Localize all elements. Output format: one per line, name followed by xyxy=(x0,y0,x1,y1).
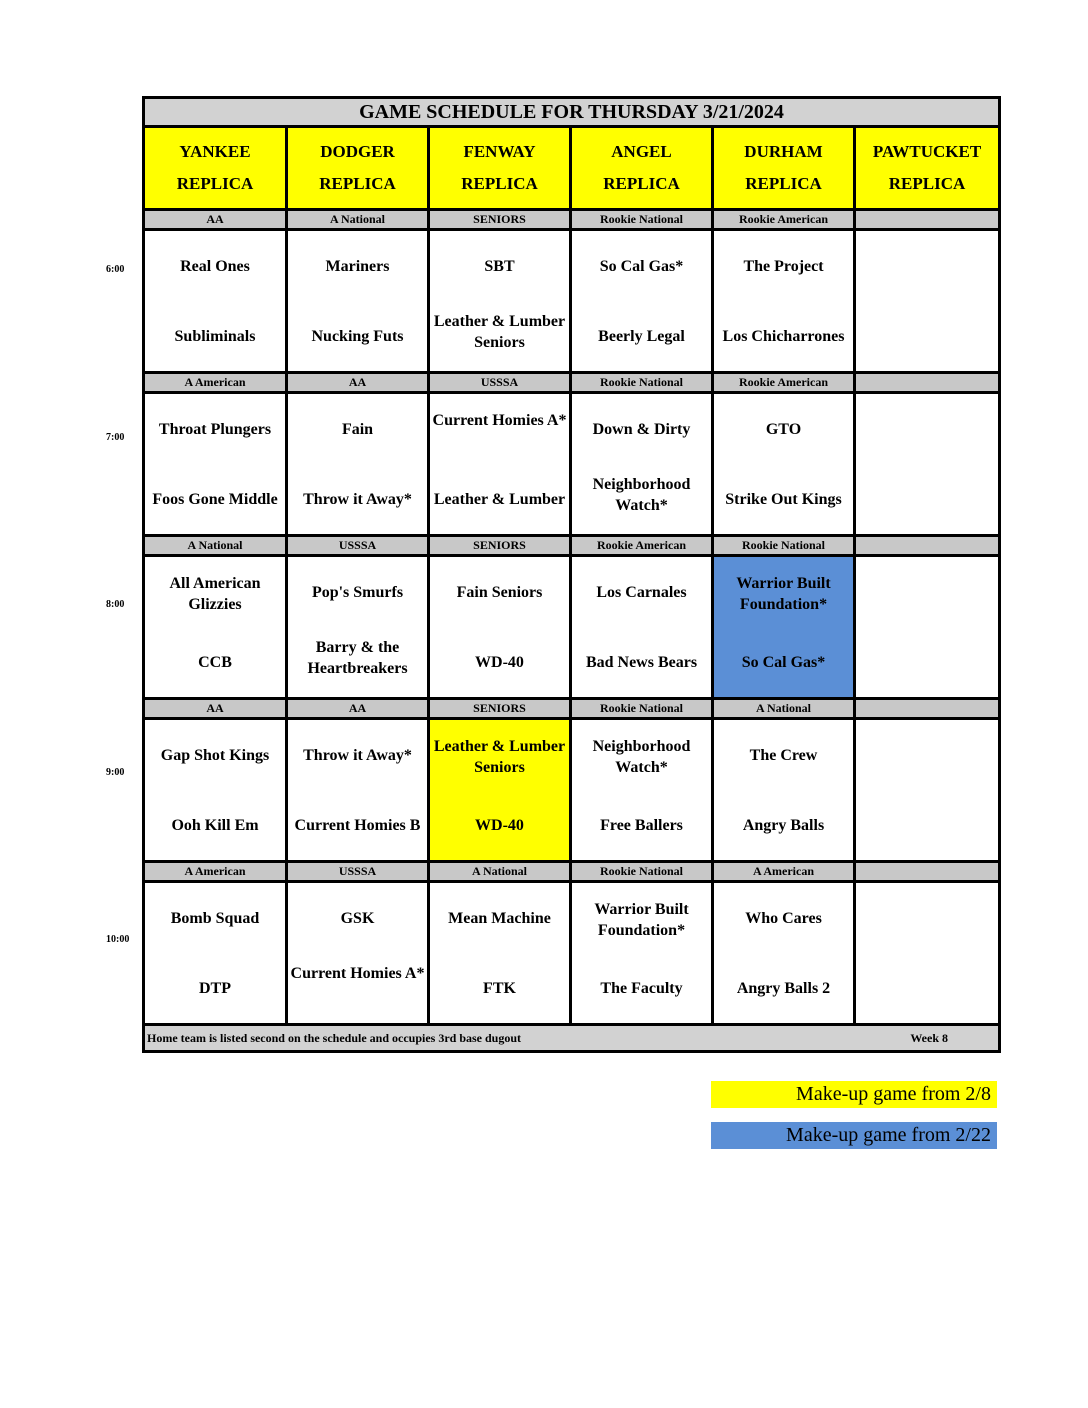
home-team: Beerly Legal xyxy=(598,327,685,345)
field-subname: REPLICA xyxy=(603,174,680,193)
home-team: WD-40 xyxy=(475,653,524,671)
away-team: Throw it Away* xyxy=(303,746,412,764)
home-team: Angry Balls 2 xyxy=(736,979,831,997)
time-label: 9:00 xyxy=(106,767,125,778)
away-team: Down & Dirty xyxy=(592,420,691,438)
game-cell xyxy=(571,882,713,1025)
away-team: Real Ones xyxy=(180,257,250,275)
field-header xyxy=(713,127,855,210)
game-cell xyxy=(429,719,571,862)
time-label: 8:00 xyxy=(106,599,125,610)
division-label: Rookie National xyxy=(571,699,713,719)
home-team xyxy=(856,953,998,1023)
schedule-table xyxy=(142,96,1001,1053)
field-name: ANGEL xyxy=(611,142,672,161)
division-label: Rookie American xyxy=(571,536,713,556)
home-team: Leather & Lumber Seniors xyxy=(433,313,566,351)
game-cell xyxy=(287,230,429,373)
home-team: Throw it Away* xyxy=(303,490,412,508)
field-header-row xyxy=(144,127,1000,210)
field-subname: REPLICA xyxy=(745,174,822,193)
division-label: USSSA xyxy=(429,373,571,393)
away-team xyxy=(856,557,998,627)
home-team: DTP xyxy=(199,979,231,997)
away-team: Warrior Built Foundation* xyxy=(736,575,831,613)
game-cell xyxy=(713,719,855,862)
division-label: Rookie National xyxy=(571,373,713,393)
home-team: Bad News Bears xyxy=(585,653,698,671)
home-team: Foos Gone Middle xyxy=(152,490,278,508)
field-header xyxy=(855,127,1000,210)
game-cell xyxy=(144,230,287,373)
division-label: A National xyxy=(429,862,571,882)
game-row xyxy=(144,556,1000,699)
game-row xyxy=(144,719,1000,862)
game-cell xyxy=(855,882,1000,1025)
away-team: Fain Seniors xyxy=(456,583,543,601)
field-header xyxy=(144,127,287,210)
game-cell xyxy=(713,556,855,699)
home-team: Subliminals xyxy=(174,327,256,345)
division-label: Rookie American xyxy=(713,373,855,393)
division-label: A American xyxy=(144,862,287,882)
division-label: AA xyxy=(287,699,429,719)
field-header xyxy=(429,127,571,210)
game-cell xyxy=(144,882,287,1025)
field-subname: REPLICA xyxy=(888,174,966,193)
game-cell xyxy=(571,556,713,699)
division-label xyxy=(855,699,1000,719)
game-row xyxy=(144,882,1000,1025)
division-label: SENIORS xyxy=(429,210,571,230)
away-team: Warrior Built Foundation* xyxy=(594,901,689,939)
game-cell xyxy=(571,393,713,536)
away-team: The Project xyxy=(743,257,824,275)
division-label: A National xyxy=(144,536,287,556)
division-row xyxy=(144,699,1000,719)
game-cell xyxy=(429,882,571,1025)
field-name: FENWAY xyxy=(463,142,536,161)
week-label: Week 8 xyxy=(910,1031,948,1045)
game-row xyxy=(144,230,1000,373)
home-team: Nucking Futs xyxy=(311,327,404,345)
home-team: Current Homies B xyxy=(294,816,421,834)
home-team: FTK xyxy=(483,979,516,997)
footer-note: Home team is listed second on the schedule and occupies 3rd base dugout xyxy=(147,1031,522,1045)
home-team: WD-40 xyxy=(475,816,524,834)
home-team: Neighborhood Watch* xyxy=(592,476,691,514)
away-team: GTO xyxy=(765,420,802,438)
away-team: Throat Plungers xyxy=(158,420,272,438)
division-label: AA xyxy=(287,373,429,393)
game-cell xyxy=(144,719,287,862)
game-cell xyxy=(287,393,429,536)
division-label: A American xyxy=(144,373,287,393)
home-team: Ooh Kill Em xyxy=(171,816,259,834)
away-team: The Crew xyxy=(749,746,818,764)
field-subname: REPLICA xyxy=(461,174,538,193)
game-cell xyxy=(144,393,287,536)
away-team xyxy=(856,394,998,464)
division-label: USSSA xyxy=(287,862,429,882)
division-label: Rookie National xyxy=(571,862,713,882)
away-team xyxy=(856,720,998,790)
footer-row xyxy=(144,1025,1000,1052)
game-cell xyxy=(855,230,1000,373)
game-cell xyxy=(144,556,287,699)
division-label: AA xyxy=(144,210,287,230)
division-label: SENIORS xyxy=(429,536,571,556)
field-subname: REPLICA xyxy=(176,174,254,193)
away-team: Leather & Lumber Seniors xyxy=(433,738,566,776)
home-team: So Cal Gas* xyxy=(741,653,826,671)
division-row xyxy=(144,862,1000,882)
division-row xyxy=(144,373,1000,393)
division-label xyxy=(855,210,1000,230)
game-cell xyxy=(855,556,1000,699)
away-team: Fain xyxy=(341,420,374,438)
home-team xyxy=(856,627,998,697)
away-team: Neighborhood Watch* xyxy=(592,738,691,776)
field-name: DURHAM xyxy=(744,142,823,161)
legend-makeup-blue: Make-up game from 2/22 xyxy=(711,1122,997,1149)
away-team: Pop's Smurfs xyxy=(311,583,404,601)
division-label: Rookie National xyxy=(713,536,855,556)
time-label: 7:00 xyxy=(106,432,125,443)
time-label: 6:00 xyxy=(106,264,125,275)
division-label: SENIORS xyxy=(429,699,571,719)
away-team: Bomb Squad xyxy=(170,909,260,927)
game-row xyxy=(144,393,1000,536)
game-cell xyxy=(287,556,429,699)
away-team: Mariners xyxy=(325,257,390,275)
home-team: Free Ballers xyxy=(600,816,683,834)
division-label: A American xyxy=(713,862,855,882)
field-name: PAWTUCKET xyxy=(872,142,982,161)
field-header xyxy=(571,127,713,210)
time-label: 10:00 xyxy=(106,934,130,945)
game-cell xyxy=(287,882,429,1025)
away-team: All American Glizzies xyxy=(169,575,261,613)
game-cell xyxy=(571,719,713,862)
game-cell xyxy=(855,393,1000,536)
away-team: So Cal Gas* xyxy=(599,257,684,275)
home-team: The Faculty xyxy=(600,979,683,997)
game-cell xyxy=(713,393,855,536)
division-label: AA xyxy=(144,699,287,719)
division-row xyxy=(144,210,1000,230)
division-row xyxy=(144,536,1000,556)
home-team: Current Homies A* xyxy=(290,965,425,982)
game-cell xyxy=(429,393,571,536)
division-label xyxy=(855,373,1000,393)
division-label: Rookie National xyxy=(571,210,713,230)
home-team: Barry & the Heartbreakers xyxy=(307,639,408,677)
home-team: Leather & Lumber xyxy=(433,490,566,508)
schedule-title: GAME SCHEDULE FOR THURSDAY 3/21/2024 xyxy=(144,98,1000,127)
away-team: Who Cares xyxy=(745,909,822,927)
game-cell xyxy=(429,230,571,373)
home-team: Angry Balls xyxy=(742,816,825,834)
field-name: YANKEE xyxy=(179,142,251,161)
away-team xyxy=(856,883,998,953)
game-cell xyxy=(429,556,571,699)
game-cell xyxy=(855,719,1000,862)
division-label xyxy=(855,536,1000,556)
legend-makeup-yellow: Make-up game from 2/8 xyxy=(711,1081,997,1108)
game-cell xyxy=(571,230,713,373)
away-team: SBT xyxy=(484,257,515,275)
away-team: Current Homies A* xyxy=(432,412,567,429)
home-team xyxy=(856,790,998,860)
home-team: Los Chicharrones xyxy=(722,327,845,345)
division-label xyxy=(855,862,1000,882)
footer-cell xyxy=(144,1025,1000,1052)
division-label: A National xyxy=(287,210,429,230)
division-label: A National xyxy=(713,699,855,719)
home-team: Strike Out Kings xyxy=(725,490,842,508)
away-team xyxy=(856,231,998,301)
division-label: Rookie American xyxy=(713,210,855,230)
division-label: USSSA xyxy=(287,536,429,556)
home-team xyxy=(856,464,998,534)
away-team: Mean Machine xyxy=(448,909,551,927)
field-subname: REPLICA xyxy=(319,174,396,193)
field-header xyxy=(287,127,429,210)
home-team: CCB xyxy=(198,653,232,671)
game-cell xyxy=(713,882,855,1025)
field-name: DODGER xyxy=(320,142,395,161)
game-cell xyxy=(287,719,429,862)
away-team: GSK xyxy=(340,909,375,927)
game-cell xyxy=(713,230,855,373)
home-team xyxy=(856,301,998,371)
away-team: Gap Shot Kings xyxy=(160,746,270,764)
away-team: Los Carnales xyxy=(596,583,687,601)
